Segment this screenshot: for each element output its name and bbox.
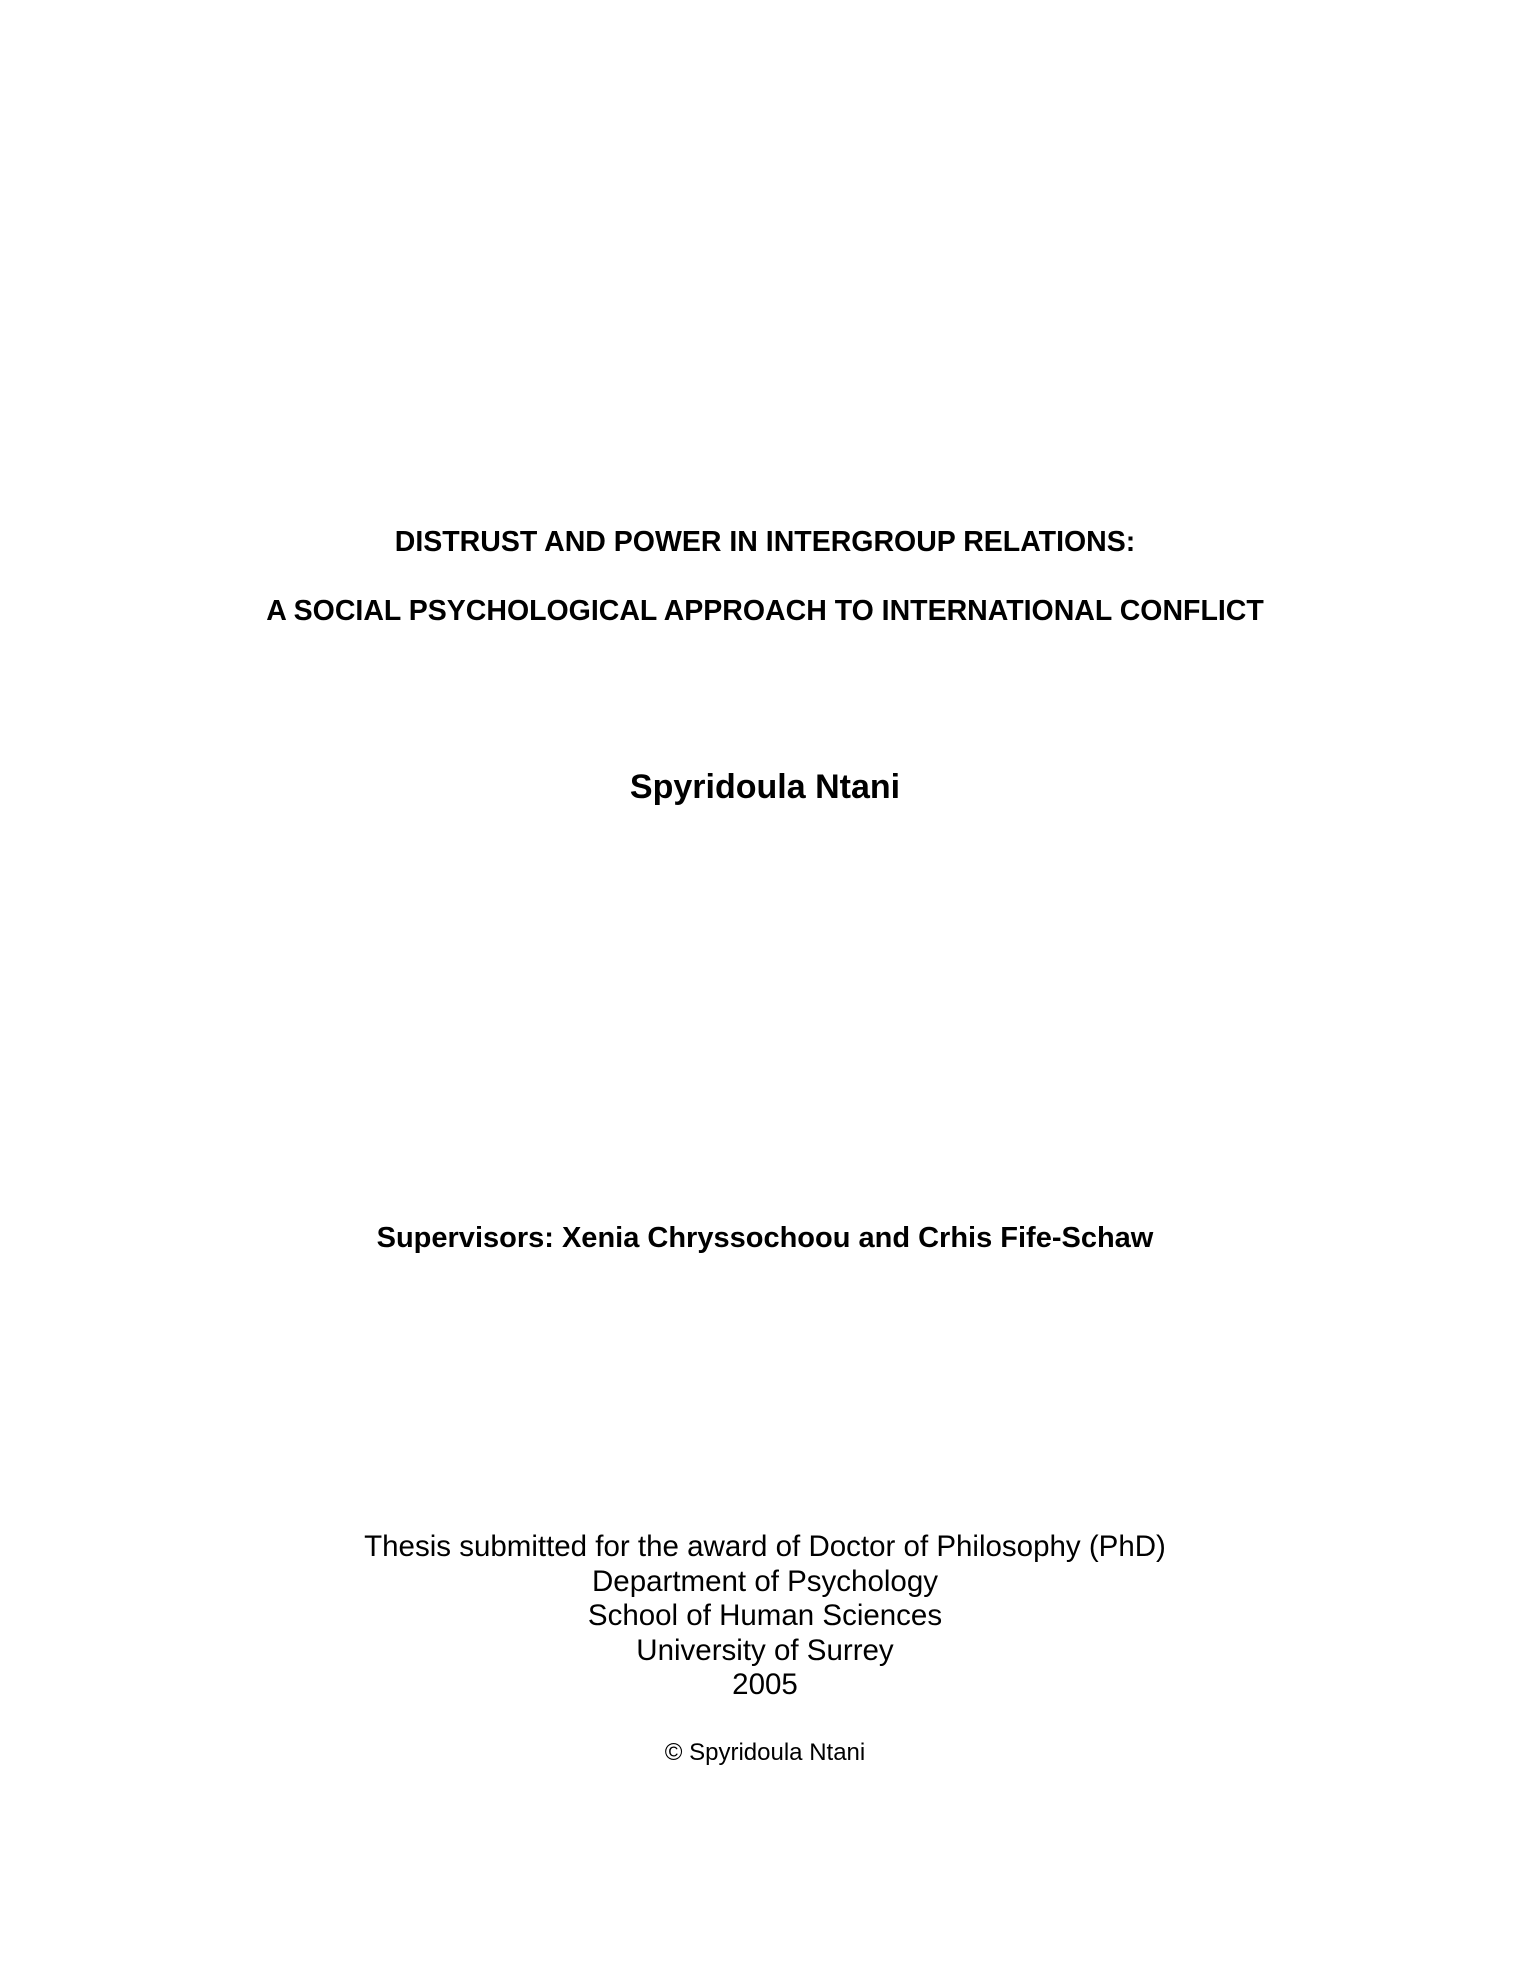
author-name: Spyridoula Ntani <box>629 768 901 806</box>
school-name: School of Human Sciences <box>587 1599 943 1632</box>
university-name: University of Surrey <box>636 1633 894 1667</box>
submission-block <box>0 1530 1530 1703</box>
thesis-title-line-2: A SOCIAL PSYCHOLOGICAL APPROACH TO INTERNATIONAL CONFLICT <box>266 595 1264 627</box>
thesis-title-line-1: DISTRUST AND POWER IN INTERGROUP RELATIONS: <box>394 526 1136 558</box>
copyright-notice: © Spyridoula Ntani <box>664 1739 866 1766</box>
submission-year: 2005 <box>732 1668 798 1701</box>
supervisors-line: Supervisors: Xenia Chryssochoou and Crhis Fife-Schaw <box>376 1222 1154 1254</box>
degree-statement: Thesis submitted for the award of Doctor of Philosophy (PhD) <box>364 1530 1166 1563</box>
department-name: Department of Psychology <box>592 1564 938 1598</box>
